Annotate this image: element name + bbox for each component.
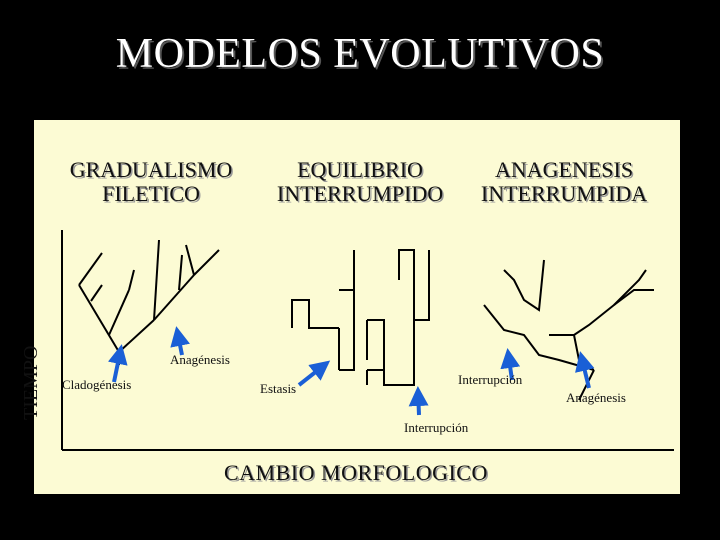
tree-gradualismo	[79, 240, 219, 365]
arrow-anagenesis-2	[581, 355, 589, 388]
diagram-svg	[34, 120, 680, 494]
label-interrupcion-1: Interrupción	[458, 372, 523, 387]
arrow-interrupcion-2	[418, 390, 419, 415]
arrow-estasis	[299, 363, 327, 385]
label-cladogenesis: Cladogénesis	[62, 377, 132, 392]
header-gradualismo-line1: GRADUALISMO	[69, 157, 233, 182]
header-anagenesis-line1: ANAGENESIS	[494, 157, 634, 182]
header-anagenesis-line2: INTERRUMPIDA	[480, 181, 648, 206]
header-equilibrio-line1: EQUILIBRIO	[297, 157, 423, 182]
header-gradualismo-line2: FILETICO	[102, 181, 200, 206]
label-interrupcion-2: Interrupción	[404, 420, 469, 435]
page-title: MODELOS EVOLUTIVOS	[115, 31, 605, 77]
x-axis-label: CAMBIO MORFOLOGICO	[224, 460, 488, 485]
header-equilibrio-line2: INTERRUMPIDO	[276, 181, 444, 206]
label-anagenesis-2: Anagénesis	[566, 390, 626, 405]
label-anagenesis-1: Anagénesis	[170, 352, 230, 367]
tree-equilibrio	[292, 250, 429, 385]
y-axis-label: TIEMPO	[20, 345, 42, 420]
label-estasis: Estasis	[260, 381, 297, 396]
diagram-panel	[20, 120, 680, 494]
